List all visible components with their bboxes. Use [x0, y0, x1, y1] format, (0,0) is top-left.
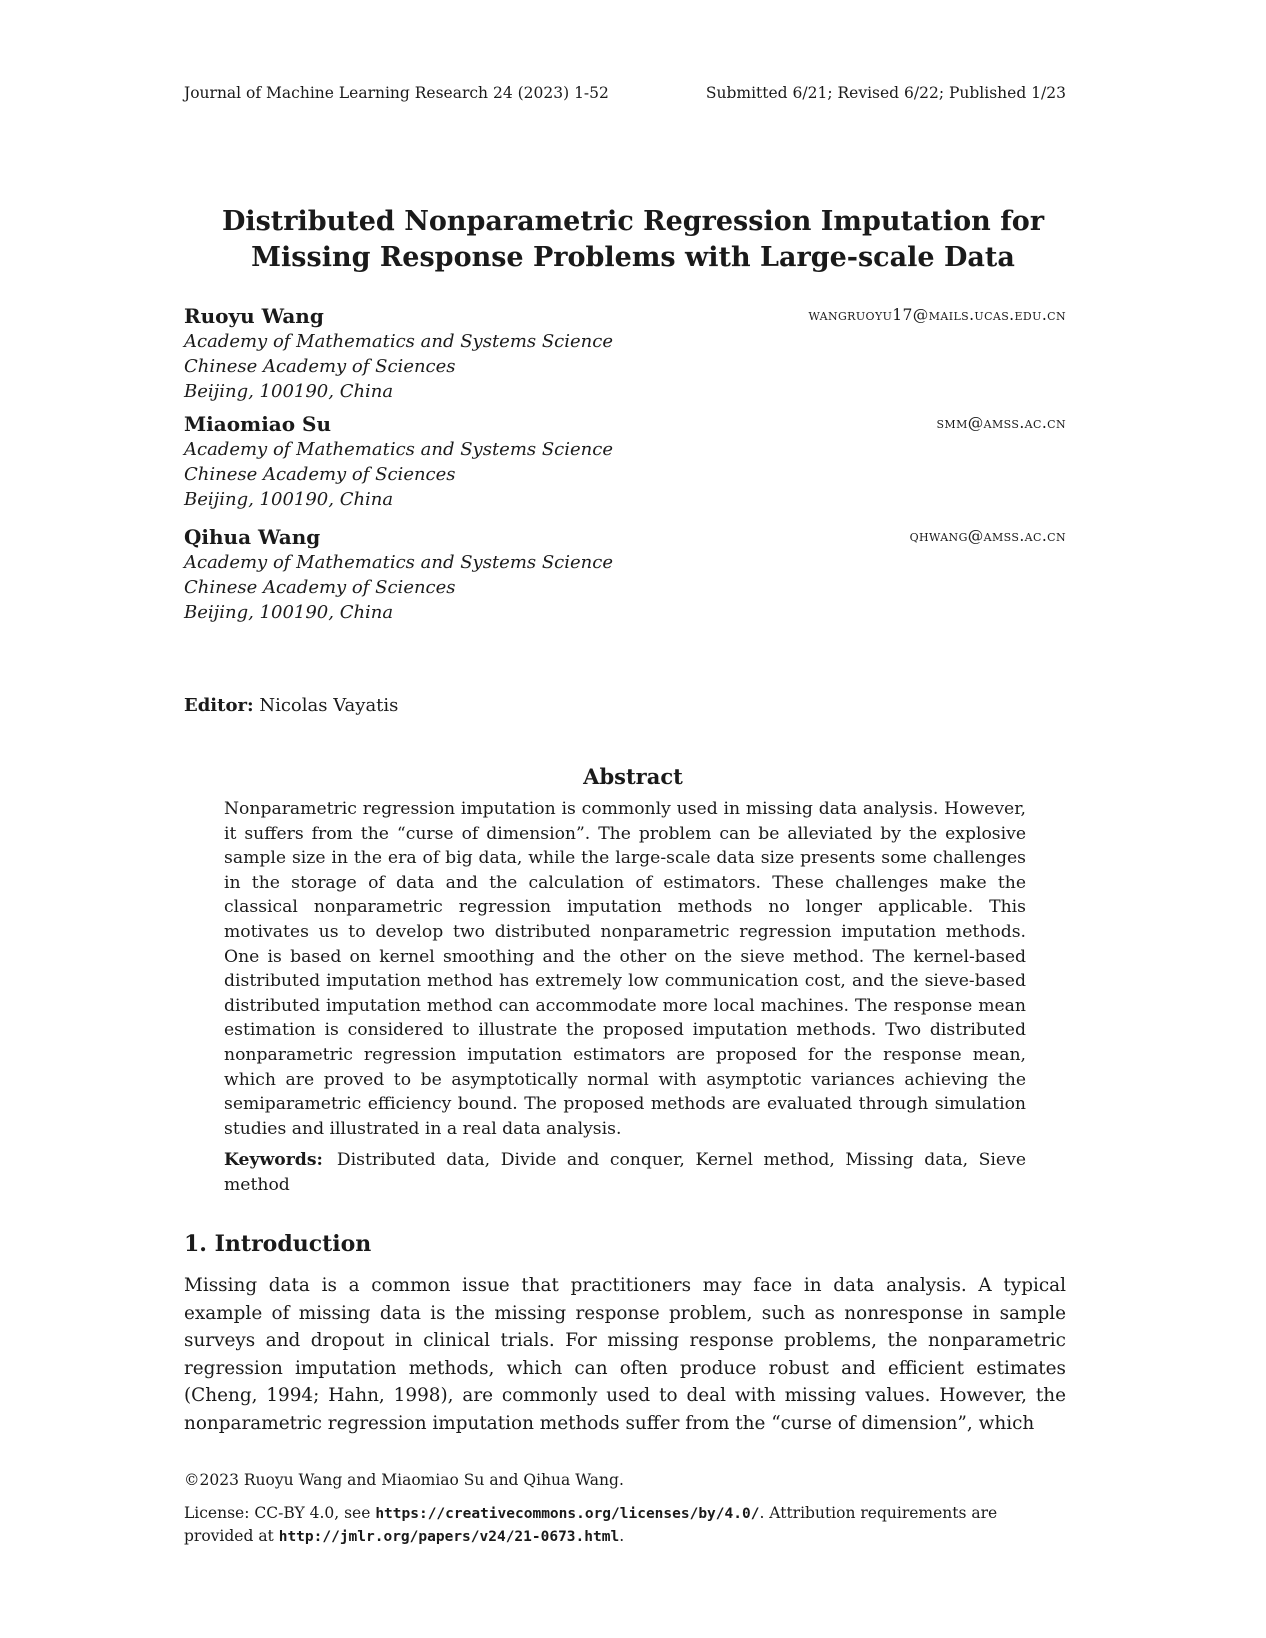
title-line-1: Distributed Nonparametric Regression Imputation for — [221, 206, 1045, 237]
running-head-journal: Journal of Machine Learning Research 24 (2023) 1-52 — [184, 84, 609, 102]
author-affiliation-line: Academy of Mathematics and Systems Science — [184, 552, 614, 573]
license-prefix: License: CC-BY 4.0, see — [184, 1504, 376, 1522]
abstract-heading: Abstract — [583, 764, 683, 789]
license-notice — [184, 1502, 1066, 1548]
author-affiliation-line: Beijing, 100190, China — [184, 602, 394, 623]
keywords-label: Keywords: — [224, 1150, 323, 1170]
author-affiliation-line: Academy of Mathematics and Systems Science — [184, 439, 614, 460]
author-name: Miaomiao Su — [184, 412, 332, 436]
keywords — [224, 1148, 1026, 1197]
editor-label: Editor: — [184, 695, 254, 716]
author-email[interactable]: qhwang@amss.ac.cn — [909, 527, 1066, 545]
author-affiliation-line: Chinese Academy of Sciences — [184, 464, 456, 485]
section-heading-introduction: 1. Introduction — [184, 1231, 372, 1257]
author-block-1 — [184, 303, 1066, 404]
running-head-dates: Submitted 6/21; Revised 6/22; Published 1/23 — [705, 84, 1066, 102]
paper-title — [150, 204, 1116, 276]
author-name: Qihua Wang — [184, 525, 321, 549]
license-mid: . Attribution requirements are provided at — [184, 1504, 998, 1545]
introduction-text: Missing data is a common issue that practitioners may face in data analysis. A typical example of missing data is the missing response problem, such as nonresponse in sample surveys and dropout in clinical trials. For missing response problems, the nonparametric regression imputation methods, which can often produce robust and efficient estimates (Cheng, 1994; Hahn, 1998), are commonly used to deal with missing values. However, the nonparametric regression imputation methods suffer from the “curse of dimension”, which — [184, 1275, 1066, 1434]
author-name: Ruoyu Wang — [184, 304, 324, 328]
author-affiliation-line: Beijing, 100190, China — [184, 489, 394, 510]
title-line-2: Missing Response Problems with Large-scale Data — [251, 242, 1015, 273]
author-email[interactable]: wangruoyu17@mails.ucas.edu.cn — [808, 306, 1066, 324]
abstract-text: Nonparametric regression imputation is commonly used in missing data analysis. However, it suffers from the “curse of dimension”. The problem can be alleviated by the explosive sample size in the era of big data, while the large-scale data size presents some challenges in the storage of data and the calculation of estimators. These challenges make the classical nonparametric regression imputation methods no longer applicable. This motivates us to develop two distributed nonparametric regression imputation methods. One is based on kernel smoothing and the other on the sieve method. The kernel-based distributed imputation method has extremely low communication cost, and the sieve-based distributed imputation method can accommodate more local machines. The response mean estimation is considered to illustrate the proposed imputation methods. Two distributed nonparametric regression imputation estimators are proposed for the response mean, which are proved to be asymptotically normal with asymptotic variances achieving the semiparametric efficiency bound. The proposed methods are evaluated through simulation studies and illustrated in a real data analysis. — [224, 799, 1026, 1139]
license-end: . — [619, 1527, 625, 1545]
author-email[interactable]: smm@amss.ac.cn — [936, 414, 1066, 432]
keywords-text: Distributed data, Divide and conquer, Kernel method, Missing data, Sieve method — [224, 1150, 1026, 1195]
attribution-url-link[interactable]: http://jmlr.org/papers/v24/21-0673.html — [278, 1529, 620, 1545]
license-url-link[interactable]: https://creativecommons.org/licenses/by/4.0/ — [375, 1506, 760, 1522]
author-affiliation-line: Academy of Mathematics and Systems Science — [184, 331, 614, 352]
editor-line — [184, 694, 398, 718]
author-affiliation-line: Chinese Academy of Sciences — [184, 577, 456, 598]
editor-name: Nicolas Vayatis — [259, 695, 399, 716]
author-affiliation-line: Beijing, 100190, China — [184, 381, 394, 402]
author-affiliation-line: Chinese Academy of Sciences — [184, 356, 456, 377]
copyright-notice: ©2023 Ruoyu Wang and Miaomiao Su and Qihua Wang. — [184, 1471, 624, 1489]
author-block-2 — [184, 411, 1066, 512]
author-block-3 — [184, 524, 1066, 625]
